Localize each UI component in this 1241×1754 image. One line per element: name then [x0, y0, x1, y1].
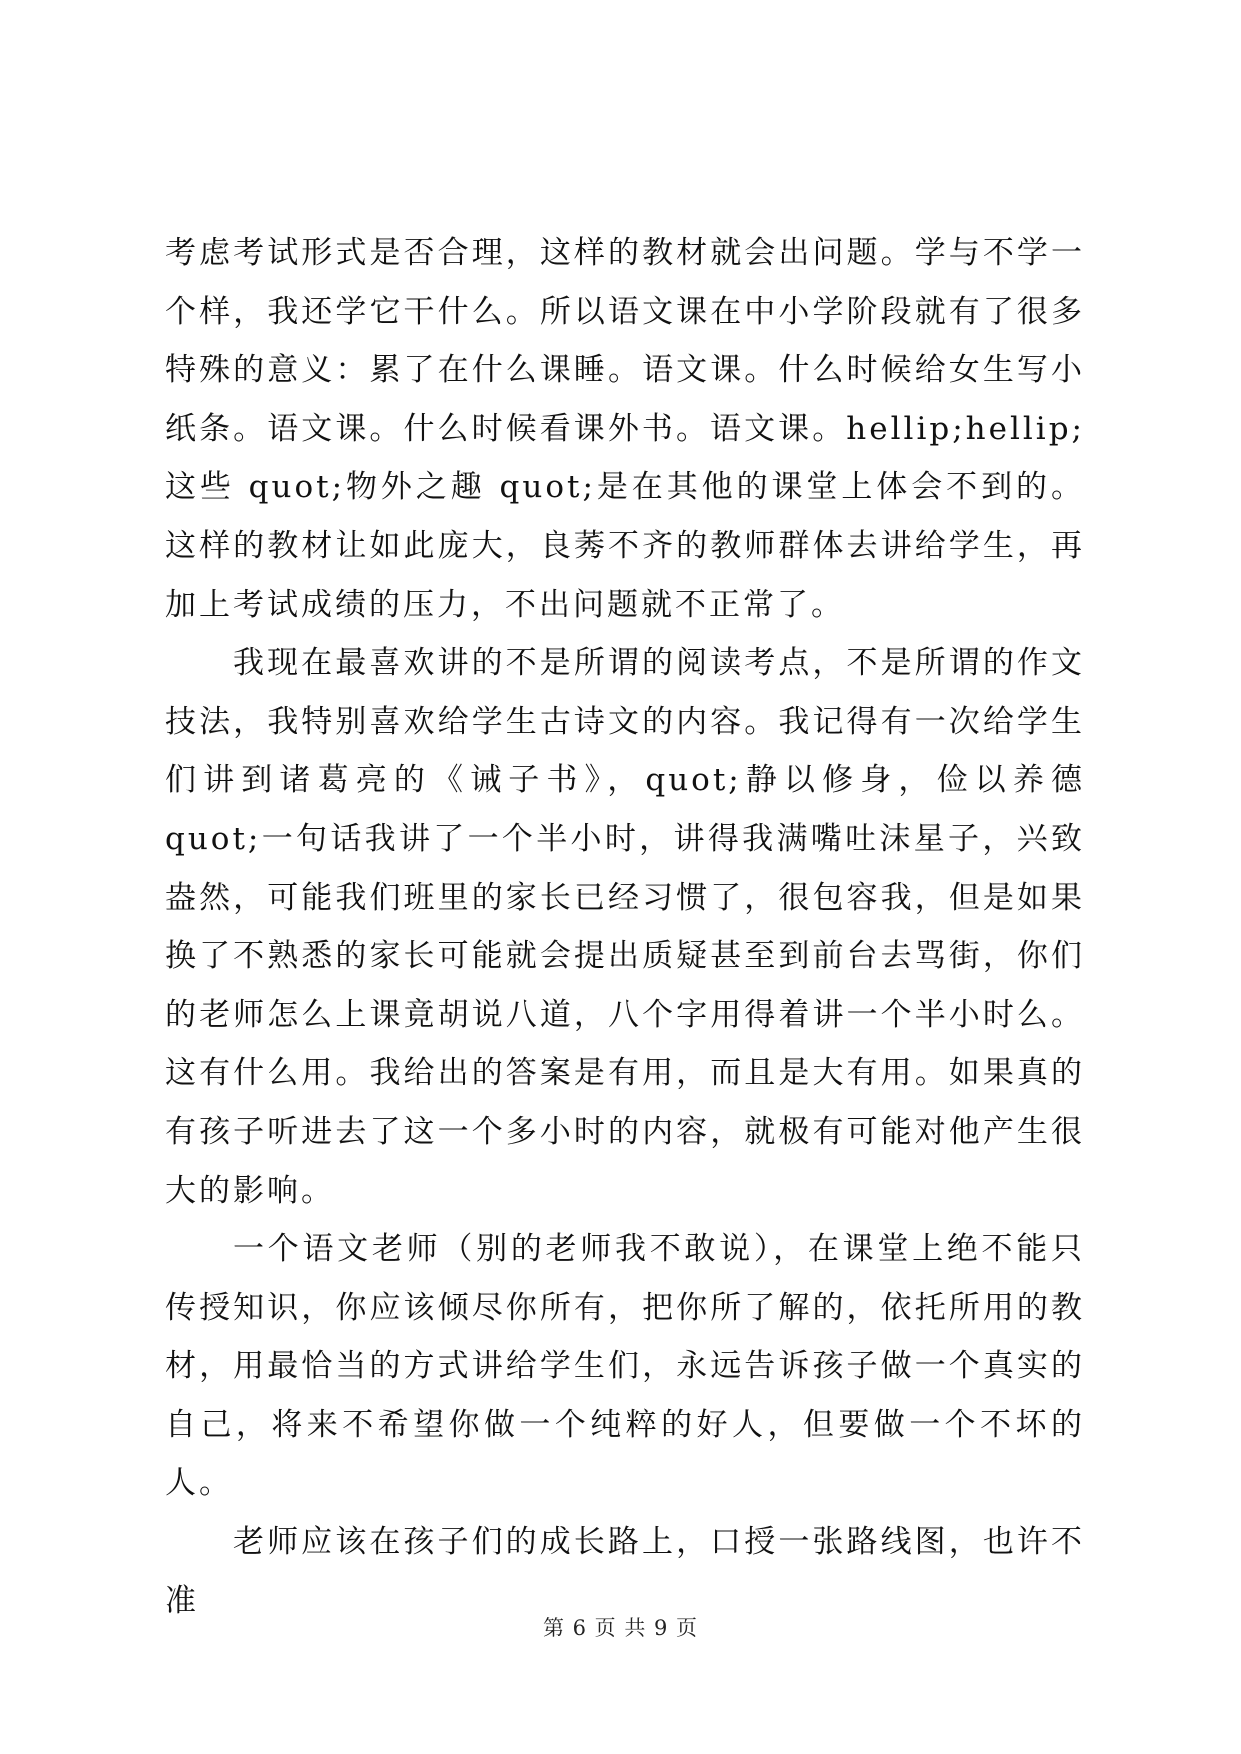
- paragraph-1: 考虑考试形式是否合理，这样的教材就会出问题。学与不学一个样，我还学它干什么。所以语文课在中小学阶段就有了很多特殊的意义：累了在什么课睡。语文课。什么时候给女生写小纸条。语文课。什么时候看课外书。语文课。hellip;hellip;这些 quot;物外之趣 quot;是在其他的课堂上体会不到的。这样的教材让如此庞大，良莠不齐的教师群体去讲给学生，再加上考试成绩的压力，不出问题就不正常了。: [165, 235, 1085, 623]
- paragraph-4: 老师应该在孩子们的成长路上，口授一张路线图，也许不准: [165, 1524, 1085, 1619]
- paragraph-2: 我现在最喜欢讲的不是所谓的阅读考点，不是所谓的作文技法，我特别喜欢给学生古诗文的内容。我记得有一次给学生们讲到诸葛亮的《诫子书》，quot;静以修身，俭以养德 quot;一句话我讲了一个半小时，讲得我满嘴吐沫星子，兴致盎然，可能我们班里的家长已经习惯了，很包容我，但是如果换了不熟悉的家长可能就会提出质疑甚至到前台去骂街，你们的老师怎么上课竟胡说八道，八个字用得着讲一个半小时么。这有什么用。我给出的答案是有用，而且是大有用。如果真的有孩子听进去了这一个多小时的内容，就极有可能对他产生很大的影响。: [165, 645, 1085, 1209]
- paragraph-3: 一个语文老师（别的老师我不敢说），在课堂上绝不能只传授知识，你应该倾尽你所有，把你所了解的，依托所用的教材，用最恰当的方式讲给学生们，永远告诉孩子做一个真实的自己，将来不希望你做一个纯粹的好人，但要做一个不坏的人。: [165, 1231, 1085, 1502]
- page-number-footer: 第 6 页 共 9 页: [542, 1616, 699, 1640]
- body-text: [165, 224, 1085, 1630]
